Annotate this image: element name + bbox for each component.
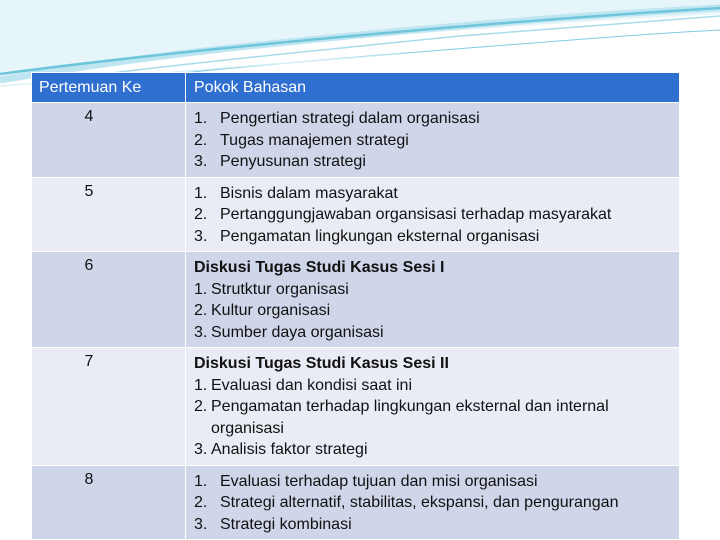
topic-cell: [186, 252, 680, 348]
item-text: Tugas manajemen strategi: [220, 131, 409, 149]
item-text: Strategi kombinasi: [220, 515, 352, 533]
meeting-number-cell: 5: [32, 177, 186, 252]
topic-cell: [186, 103, 680, 178]
topic-cell: [186, 177, 680, 252]
session-heading: Diskusi Tugas Studi Kasus Sesi II: [194, 355, 449, 372]
topic-list: [194, 279, 671, 344]
meeting-number-cell: 6: [32, 252, 186, 348]
session-heading: Diskusi Tugas Studi Kasus Sesi I: [194, 259, 445, 276]
topic-list: [194, 183, 671, 248]
table-row: [32, 348, 680, 466]
item-text: Kultur organisasi: [211, 302, 331, 319]
list-item: [194, 108, 671, 130]
list-item: [194, 204, 671, 226]
list-item: [194, 300, 671, 322]
topic-cell: [186, 465, 680, 540]
meeting-number-cell: 8: [32, 465, 186, 540]
item-number: 2.: [194, 302, 208, 319]
item-text: Strategi alternatif, stabilitas, ekspansi, dan pengurangan: [220, 494, 619, 511]
item-text: Strutktur organisasi: [211, 280, 349, 298]
item-number: 1.: [194, 280, 208, 298]
item-number: 2.: [194, 398, 208, 415]
item-text: Pertanggungjawaban organsisasi terhadap masyarakat: [220, 206, 612, 223]
list-item: [194, 439, 671, 461]
item-text: Evaluasi dan kondisi saat ini: [211, 376, 413, 394]
item-text: Pengamatan lingkungan eksternal organisasi: [220, 227, 540, 245]
item-text: Bisnis dalam masyarakat: [220, 184, 398, 202]
table-row: [32, 465, 680, 540]
item-number: 2.: [194, 206, 208, 223]
list-item: [194, 471, 671, 493]
item-number: 1.: [194, 110, 208, 127]
table-row: [32, 177, 680, 252]
list-item: [194, 130, 671, 152]
list-item: [194, 396, 671, 439]
table-header-row: [32, 73, 680, 103]
item-number: 2.: [194, 131, 208, 149]
item-number: 1.: [194, 472, 208, 490]
header-meeting-number: Pertemuan Ke: [32, 73, 186, 103]
item-text: Pengamatan terhadap lingkungan eksternal dan internal organisasi: [211, 398, 609, 437]
list-item: [194, 492, 671, 514]
topic-list: [194, 108, 671, 173]
list-item: [194, 183, 671, 205]
list-item: [194, 151, 671, 173]
item-number: 3.: [194, 153, 208, 170]
table-row: [32, 103, 680, 178]
item-number: 3.: [194, 515, 208, 533]
list-item: [194, 226, 671, 248]
list-item: [194, 514, 671, 536]
item-text: Sumber daya organisasi: [211, 323, 384, 341]
meeting-number-cell: 4: [32, 103, 186, 178]
list-item: [194, 279, 671, 301]
item-number: 3.: [194, 441, 208, 458]
item-text: Analisis faktor strategi: [211, 441, 368, 458]
header-topic: Pokok Bahasan: [186, 73, 680, 103]
item-number: 3.: [194, 227, 208, 245]
item-number: 2.: [194, 494, 208, 511]
topic-list: [194, 375, 671, 461]
meeting-number-cell: 7: [32, 348, 186, 466]
item-number: 1.: [194, 376, 208, 394]
item-text: Pengertian strategi dalam organisasi: [220, 110, 480, 127]
list-item: [194, 375, 671, 397]
topic-list: [194, 471, 671, 536]
item-text: Penyusunan strategi: [220, 153, 366, 170]
table-row: [32, 252, 680, 348]
item-number: 3.: [194, 323, 208, 341]
table-body: [32, 103, 680, 540]
item-number: 1.: [194, 184, 208, 202]
list-item: [194, 322, 671, 344]
topic-cell: [186, 348, 680, 466]
syllabus-table: [31, 72, 680, 540]
item-text: Evaluasi terhadap tujuan dan misi organisasi: [220, 472, 538, 490]
